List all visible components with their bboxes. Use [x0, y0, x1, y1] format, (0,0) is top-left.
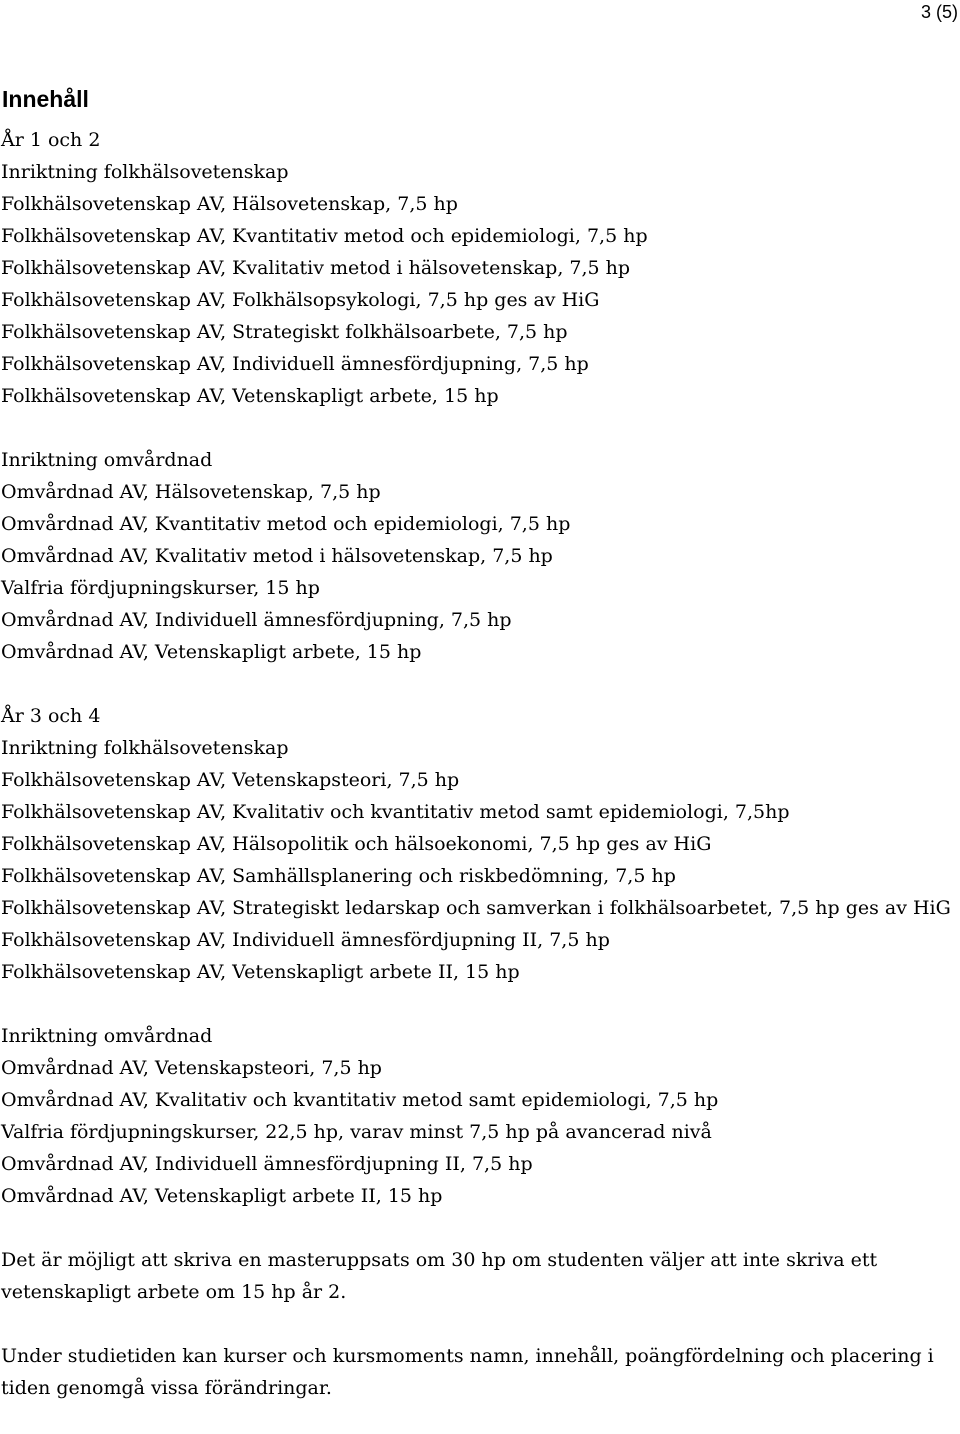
course-item: Folkhälsovetenskap AV, Individuell ämnesfördjupning, 7,5 hp — [1, 353, 589, 375]
course-item: Omvårdnad AV, Individuell ämnesfördjupning, 7,5 hp — [1, 609, 512, 631]
year-1-2-folkhalsa-title: Inriktning folkhälsovetenskap — [1, 161, 289, 183]
document-body — [1, 124, 951, 1404]
course-item: Folkhälsovetenskap AV, Vetenskapligt arbete II, 15 hp — [1, 961, 520, 983]
course-item: Folkhälsovetenskap AV, Strategiskt ledarskap och samverkan i folkhälsoarbetet, 7,5 hp ges av HiG — [1, 897, 951, 919]
year-3-4-section — [1, 700, 951, 988]
course-item: Folkhälsovetenskap AV, Vetenskapligt arbete, 15 hp — [1, 385, 499, 407]
master-thesis-note: Det är möjligt att skriva en masteruppsats om 30 hp om studenten väljer att inte skriva ett vetenskapligt arbete om 15 hp år 2. — [1, 1249, 878, 1303]
year-1-2-omvardnad-title: Inriktning omvårdnad — [1, 449, 213, 471]
spacer — [1, 412, 951, 444]
year-3-4-omvardnad-section — [1, 1020, 951, 1212]
course-item: Folkhälsovetenskap AV, Kvalitativ och kvantitativ metod samt epidemiologi, 7,5hp — [1, 801, 790, 823]
course-item: Valfria fördjupningskurser, 22,5 hp, varav minst 7,5 hp på avancerad nivå — [1, 1121, 712, 1143]
course-item: Folkhälsovetenskap AV, Kvalitativ metod i hälsovetenskap, 7,5 hp — [1, 257, 631, 279]
course-item: Folkhälsovetenskap AV, Vetenskapsteori, 7,5 hp — [1, 769, 460, 791]
year-1-2-title: År 1 och 2 — [1, 129, 101, 151]
course-item: Folkhälsovetenskap AV, Hälsovetenskap, 7,5 hp — [1, 193, 458, 215]
course-item: Folkhälsovetenskap AV, Hälsopolitik och hälsoekonomi, 7,5 hp ges av HiG — [1, 833, 712, 855]
course-item: Omvårdnad AV, Vetenskapligt arbete II, 15 hp — [1, 1185, 443, 1207]
spacer — [1, 988, 951, 1020]
course-item: Folkhälsovetenskap AV, Kvantitativ metod och epidemiologi, 7,5 hp — [1, 225, 648, 247]
course-item: Omvårdnad AV, Kvalitativ metod i hälsovetenskap, 7,5 hp — [1, 545, 553, 567]
spacer — [1, 1212, 951, 1244]
year-3-4-omvardnad-title: Inriktning omvårdnad — [1, 1025, 213, 1047]
course-item: Omvårdnad AV, Kvalitativ och kvantitativ metod samt epidemiologi, 7,5 hp — [1, 1089, 719, 1111]
year-1-2-omvardnad-section — [1, 444, 951, 668]
course-item: Omvårdnad AV, Vetenskapligt arbete, 15 hp — [1, 641, 422, 663]
year-3-4-title: År 3 och 4 — [1, 705, 101, 727]
year-3-4-folkhalsa-title: Inriktning folkhälsovetenskap — [1, 737, 289, 759]
course-item: Folkhälsovetenskap AV, Folkhälsopsykologi, 7,5 hp ges av HiG — [1, 289, 600, 311]
spacer — [1, 668, 951, 700]
course-item: Folkhälsovetenskap AV, Samhällsplanering och riskbedömning, 7,5 hp — [1, 865, 676, 887]
course-item: Omvårdnad AV, Vetenskapsteori, 7,5 hp — [1, 1057, 382, 1079]
course-item: Valfria fördjupningskurser, 15 hp — [1, 577, 320, 599]
course-item: Omvårdnad AV, Hälsovetenskap, 7,5 hp — [1, 481, 381, 503]
changes-disclaimer: Under studietiden kan kurser och kursmoments namn, innehåll, poängfördelning och placering i tiden genomgå vissa förändringar. — [1, 1345, 934, 1399]
course-item: Folkhälsovetenskap AV, Strategiskt folkhälsoarbete, 7,5 hp — [1, 321, 568, 343]
section-heading: Innehåll — [2, 86, 89, 112]
course-item: Folkhälsovetenskap AV, Individuell ämnesfördjupning II, 7,5 hp — [1, 929, 610, 951]
year-1-2-section — [1, 124, 951, 412]
spacer — [1, 1308, 951, 1340]
course-item: Omvårdnad AV, Kvantitativ metod och epidemiologi, 7,5 hp — [1, 513, 571, 535]
page-number: 3 (5) — [920, 2, 958, 22]
course-item: Omvårdnad AV, Individuell ämnesfördjupning II, 7,5 hp — [1, 1153, 533, 1175]
